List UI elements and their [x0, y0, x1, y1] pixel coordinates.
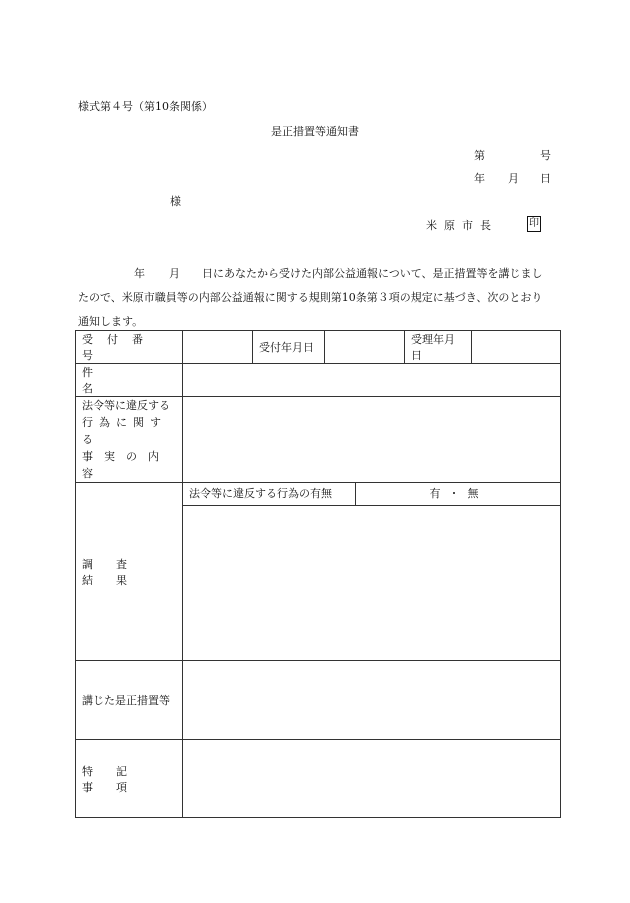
body-line-3: 通知します。 — [78, 315, 144, 328]
violation-row — [183, 483, 560, 506]
date-day-label: 日 — [540, 172, 551, 185]
document-title: 是正措置等通知書 — [271, 125, 359, 138]
notice-body — [78, 262, 556, 334]
facts-label-line-1: 法令等に違反する — [82, 399, 170, 412]
facts-label-line-2: 行為に関する — [82, 416, 167, 446]
subject-label: 件名 — [76, 364, 183, 397]
seal-mark: 印 — [527, 216, 541, 232]
violation-question: 法令等に違反する行為の有無 — [183, 483, 356, 505]
date-year-label: 年 — [474, 172, 485, 185]
addressee-suffix: 様 — [170, 195, 181, 208]
subject-value[interactable] — [183, 364, 561, 397]
remarks-label: 特記事項 — [76, 740, 183, 818]
number-suffix: 号 — [540, 149, 551, 162]
accept-date-label: 受理年月日 — [405, 331, 472, 364]
investigation-label: 調査結果 — [76, 483, 183, 661]
violation-answer[interactable]: 有・無 — [429, 487, 487, 500]
body-line-1-rest: 日にあなたから受けた内部公益通報について、是正措置等を講じまし — [202, 267, 543, 280]
mayor-title: 米原市長 — [426, 219, 498, 232]
receipt-number-value[interactable] — [183, 331, 253, 364]
date-month-label: 月 — [508, 172, 519, 185]
investigation-value — [183, 483, 561, 661]
notice-table — [75, 330, 561, 818]
remarks-value[interactable] — [183, 740, 561, 818]
receipt-date-value[interactable] — [325, 331, 405, 364]
body-line-2: たので、米原市職員等の内部公益通報に関する規則第10条第３項の規定に基づき、次のとおり — [78, 291, 543, 304]
facts-label-line-3: 事実の内容 — [82, 450, 170, 480]
facts-value[interactable] — [183, 397, 561, 483]
facts-label — [76, 397, 183, 483]
investigation-result-area[interactable] — [183, 506, 560, 660]
number-prefix: 第 — [474, 149, 485, 162]
body-month: 月 — [169, 267, 180, 280]
receipt-date-label: 受付年月日 — [253, 331, 325, 364]
accept-date-value[interactable] — [472, 331, 561, 364]
measures-value[interactable] — [183, 661, 561, 740]
form-label: 様式第４号（第10条関係） — [78, 100, 213, 113]
body-line-1 — [78, 262, 556, 286]
measures-label: 講じた是正措置等 — [76, 661, 183, 740]
body-year: 年 — [134, 267, 145, 280]
receipt-number-label: 受付番号 — [76, 331, 183, 364]
